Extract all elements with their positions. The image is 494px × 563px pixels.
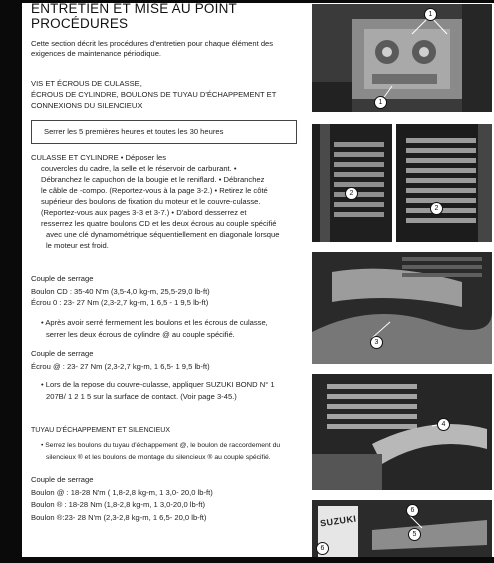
photo-muffler-drawing bbox=[312, 500, 492, 557]
photo-cylinder-left-drawing bbox=[312, 124, 392, 242]
photo-cylinder-right-drawing bbox=[396, 124, 492, 242]
callout-2-right: 2 bbox=[430, 202, 443, 215]
section-heading-line-2: ÉCROUS DE CYLINDRE, BOULONS DE TUYAU D'ÉCHAPPEMENT ET bbox=[31, 90, 277, 99]
culasse-line-4: le câble de -compo. (Reportez-vous à la page 3-2.) • Retirez le côté bbox=[41, 186, 268, 195]
bond-note-line-1: • Lors de la repose du couvre-culasse, appliquer SUZUKI BOND N° 1 bbox=[41, 380, 275, 389]
intro-line-2: exigences de maintenance périodique. bbox=[31, 49, 162, 58]
photo-cylinder-head-drawing bbox=[312, 4, 492, 112]
callout-6a: 6 bbox=[406, 504, 419, 517]
callout-2-left: 2 bbox=[345, 187, 358, 200]
page-edge-left bbox=[0, 0, 22, 563]
culasse-line-5: supérieur des boulons de fixation du moteur et le couvre-culasse. bbox=[41, 197, 261, 206]
exhaust-line-1: • Serrez les boulons du tuyau d'échappement @, le boulon de raccordement du bbox=[41, 442, 281, 449]
callout-1a: 1 bbox=[424, 8, 437, 21]
callout-6b: 6 bbox=[316, 542, 329, 555]
torque3-heading: Couple de serrage bbox=[31, 475, 94, 484]
section-heading-line-1: VIS ET ÉCROUS DE CULASSE, bbox=[31, 79, 142, 88]
after-tighten-line-2: serrer les deux écrous de cylindre @ au couple spécifié. bbox=[46, 330, 235, 339]
culasse-line-9: le moteur est froid. bbox=[46, 241, 109, 250]
callout-4: 4 bbox=[437, 418, 450, 431]
torque3-line-2: Boulon ® : 18-28 Nm (1,8-2,8 kg-m, 1 3,0-20,0 lb-ft) bbox=[31, 500, 205, 509]
suzuki-brand-text: SUZUKI bbox=[319, 513, 358, 529]
intro-line-1: Cette section décrit les procédures d'entretien pour chaque élément des bbox=[31, 39, 274, 48]
after-tighten-line-1: • Après avoir serré fermement les boulons et les écrous de culasse, bbox=[41, 318, 268, 327]
culasse-line-3: Débranchez le capuchon de la bougie et le reniflard. • Débranchez bbox=[41, 175, 265, 184]
photo-engine-exhaust bbox=[312, 374, 492, 490]
culasse-line-8: avec une clé dynamométrique séquentiellement en diagonale lorsque bbox=[46, 230, 280, 239]
culasse-line-7: resserrez les quatre boulons CD et les deux écrous au couple spécifié bbox=[41, 219, 277, 228]
interval-box bbox=[31, 120, 297, 144]
torque2-heading: Couple de serrage bbox=[31, 349, 94, 358]
torque1-line-2: Écrou 0 : 23- 27 Nm (2,3-2,7 kg-m, 1 6,5 - 1 9,5 lb-ft) bbox=[31, 298, 209, 307]
page-title bbox=[31, 1, 237, 31]
callout-1b: 1 bbox=[374, 96, 387, 109]
page-edge-bottom bbox=[0, 557, 494, 563]
photo-exhaust-bolt bbox=[312, 252, 492, 364]
exhaust-line-2: silencieux ® et les boulons de montage du silencieux ® au couple spécifié. bbox=[46, 454, 271, 461]
culasse-line-1: CULASSE ET CYLINDRE • Déposer les bbox=[31, 153, 167, 162]
culasse-line-6: (Reportez-vous aux pages 3-3 et 3-7.) • D'abord desserrez et bbox=[41, 208, 247, 217]
torque2-line-1: Écrou @ : 23- 27 Nm (2,3-2,7 kg-m, 1 6,5- 1 9,5 lb-ft) bbox=[31, 362, 210, 371]
photo-cylinder-head bbox=[312, 4, 492, 112]
bond-note-line-2: 207B/ 1 2 1 5 sur la surface de contact. (Voir page 3-45.) bbox=[46, 392, 237, 401]
section-heading-line-3: CONNEXIONS DU SILENCIEUX bbox=[31, 101, 143, 110]
photo-exhaust-bolt-drawing bbox=[312, 252, 492, 364]
exhaust-heading: TUYAU D'ÉCHAPPEMENT ET SILENCIEUX bbox=[31, 427, 171, 434]
photo-muffler bbox=[312, 500, 492, 557]
interval-text: Serrer les 5 premières heures et toutes les 30 heures bbox=[44, 127, 224, 136]
photo-engine-exhaust-drawing bbox=[312, 374, 492, 490]
torque1-line-1: Boulon CD : 35-40 N'm (3,5-4,0 kg-m, 25,5-29,0 lb-ft) bbox=[31, 287, 210, 296]
torque3-line-1: Boulon @ : 18-28 N'm ( 1,8-2,8 kg-m, 1 3,0- 20,0 lb-ft) bbox=[31, 488, 213, 497]
torque1-heading: Couple de serrage bbox=[31, 274, 94, 283]
callout-5: 5 bbox=[408, 528, 421, 541]
culasse-line-2: couvercles du cadre, la selle et le réservoir de carburant. • bbox=[41, 164, 237, 173]
callout-3: 3 bbox=[370, 336, 383, 349]
page-title-line-1: ENTRETIEN ET MISE AU POINT bbox=[31, 1, 237, 16]
page-title-line-2: PROCÉDURES bbox=[31, 16, 129, 31]
photo-cylinder-left bbox=[312, 124, 392, 242]
torque3-line-3: Boulon ®:23- 28 N'm (2,3-2,8 kg-m, 1 6,5- 20,0 lb-ft) bbox=[31, 513, 207, 522]
photo-cylinder-right bbox=[396, 124, 492, 242]
